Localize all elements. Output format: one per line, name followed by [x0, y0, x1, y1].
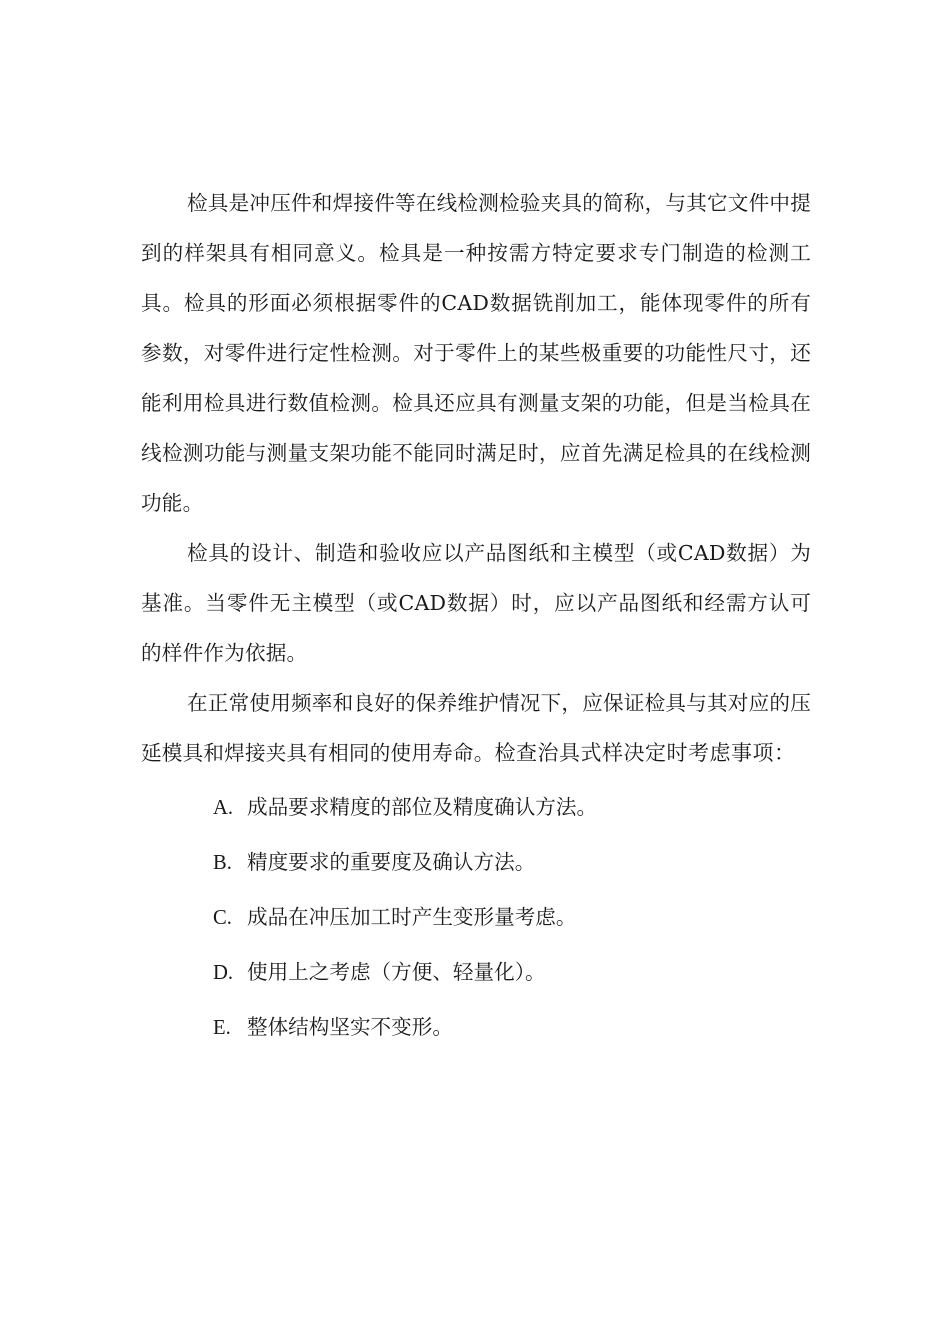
list-item — [213, 1014, 811, 1042]
list-item — [213, 904, 811, 932]
list-marker: A. — [213, 797, 234, 819]
list-item — [213, 794, 811, 822]
list-marker: E. — [213, 1017, 231, 1039]
list-marker: D. — [213, 962, 234, 984]
paragraph-service-life — [141, 678, 811, 778]
document-page — [141, 178, 811, 1069]
list-item — [213, 959, 811, 987]
list-marker: C. — [213, 907, 232, 929]
considerations-list — [141, 794, 811, 1042]
paragraph-gauge-definition: 检具是冲压件和焊接件等在线检测检验夹具的简称，与其它文件中提到的样架具有相同意义。检具是一种按需方特定要求专门制造的检测工具。检具的形面必须根据零件的CAD数据铣削加工，能体现零件的所有参数，对零件进行定性检测。对于零件上的某些极重要的功能性尺寸，还能利用检具进行数值检测。检具还应具有测量支架的功能，但是当检具在线检测功能与测量支架功能不能同时满足时，应首先满足检具的在线检测功能。 — [141, 191, 811, 515]
service-life-text: 在正常使用频率和良好的保养维护情况下，应保证检具与其对应的压延模具和焊接夹具有相同的使用寿命。 — [141, 691, 811, 765]
list-marker: B. — [213, 852, 232, 874]
list-item-text: 精度要求的重要度及确认方法。 — [247, 850, 536, 874]
list-item-text: 成品在冲压加工时产生变形量考虑。 — [247, 905, 577, 929]
paragraph-design-basis: 检具的设计、制造和验收应以产品图纸和主模型（或CAD数据）为基准。当零件无主模型（或CAD数据）时，应以产品图纸和经需方认可的样件作为依据。 — [141, 541, 811, 665]
list-item-text: 整体结构坚实不变形。 — [247, 1015, 453, 1039]
considerations-heading: 检查治具式样决定时考虑事项： — [494, 741, 796, 765]
list-item-text: 使用上之考虑（方便、轻量化）。 — [247, 960, 546, 984]
list-item — [213, 849, 811, 877]
list-item-text: 成品要求精度的部位及精度确认方法。 — [247, 795, 598, 819]
